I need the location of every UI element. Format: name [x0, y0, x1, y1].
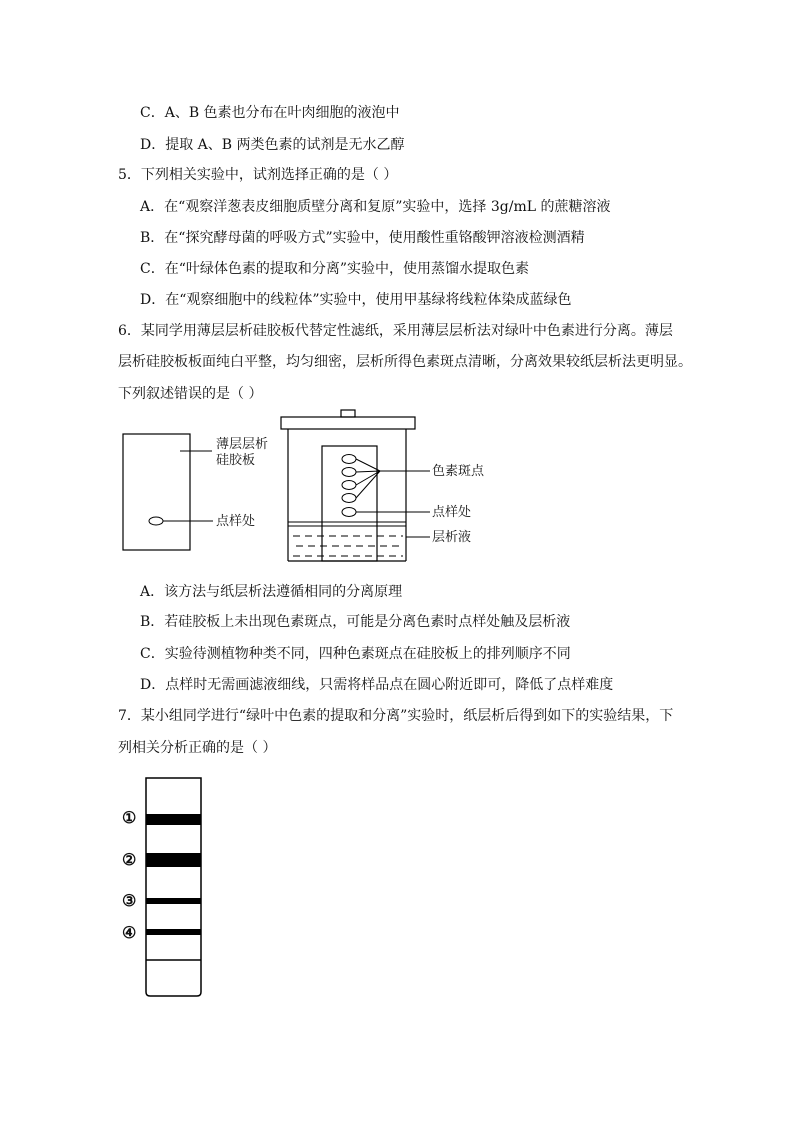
pigment-label: 色素斑点 — [432, 464, 485, 479]
q6-stem-line2: 层析硅胶板板面纯白平整，均匀细密，层析所得色素斑点清晰，分离效果较纸层析法更明显。 — [118, 354, 692, 370]
q5-option-b: B．在“探究酵母菌的呼吸方式”实验中，使用酸性重铬酸钾溶液检测酒精 — [140, 230, 585, 246]
band-label-3: ③ — [122, 891, 137, 910]
q5-option-c: C．在“叶绿体色素的提取和分离”实验中，使用蒸馏水提取色素 — [140, 261, 530, 277]
q6-stem-line3: 下列叙述错误的是（ ） — [118, 386, 263, 402]
q7-stem-line1: 7．某小组同学进行“绿叶中色素的提取和分离”实验时，纸层析后得到如下的实验结果，下 — [118, 708, 674, 724]
band-4 — [146, 929, 201, 935]
plate-label-1: 薄层层析 — [216, 437, 269, 452]
q6-option-b: B．若硅胶板上未出现色素斑点，可能是分离色素时点样处触及层析液 — [140, 614, 571, 630]
q6-option-c: C．实验待测植物种类不同，四种色素斑点在硅胶板上的排列顺序不同 — [140, 646, 571, 662]
q4-option-d: D．提取 A、B 两类色素的试剂是无水乙醇 — [140, 137, 405, 153]
band-label-1: ① — [122, 808, 137, 827]
q6-option-a: A．该方法与纸层析法遵循相同的分离原理 — [140, 584, 403, 600]
q7-stem-line2: 列相关分析正确的是（ ） — [118, 740, 277, 756]
band-3 — [146, 898, 201, 904]
band-label-4: ④ — [122, 923, 137, 942]
q5-option-d: D．在“观察细胞中的线粒体”实验中，使用甲基绿将线粒体染成蓝绿色 — [140, 292, 572, 308]
q5-stem: 5．下列相关实验中，试剂选择正确的是（ ） — [118, 167, 398, 183]
sample-label-left: 点样处 — [216, 514, 256, 529]
paper-strip — [146, 778, 201, 996]
q5-option-a: A．在“观察洋葱表皮细胞质壁分离和复原”实验中，选择 3g/mL 的蔗糖溶液 — [140, 199, 611, 215]
solvent-label: 层析液 — [432, 530, 472, 545]
plate-label-2: 硅胶板 — [216, 453, 256, 468]
q6-option-d: D．点样时无需画滤液细线，只需将样品点在圆心附近即可，降低了点样难度 — [140, 677, 614, 693]
q6-stem-line1: 6．某同学用薄层层析硅胶板代替定性滤纸，采用薄层层析法对绿叶中色素进行分离。薄层 — [118, 323, 673, 339]
band-1 — [146, 814, 201, 825]
band-label-2: ② — [122, 850, 137, 869]
band-2 — [146, 853, 201, 867]
q4-option-c: C．A、B 色素也分布在叶肉细胞的液泡中 — [140, 105, 400, 121]
sample-label-right: 点样处 — [432, 505, 472, 520]
